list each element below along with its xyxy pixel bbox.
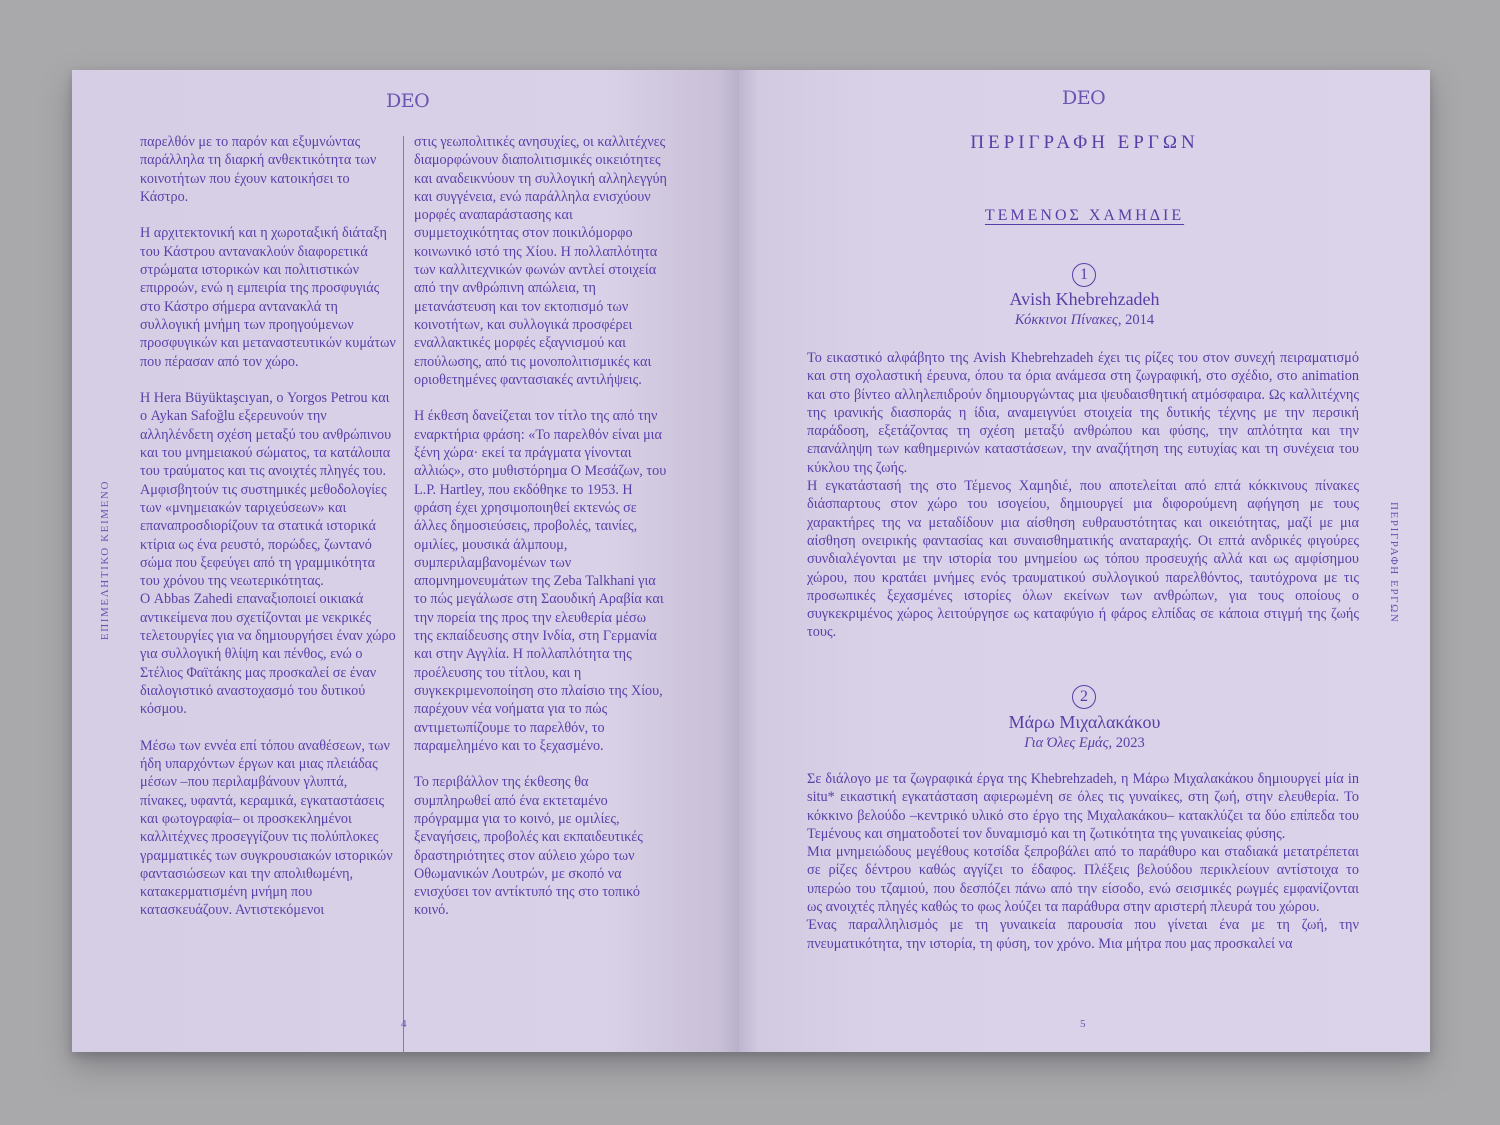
- work-title: [739, 312, 1430, 329]
- magazine-spread: [72, 70, 1430, 1052]
- paragraph: Το περιβάλλον της έκθεσης θα συμπληρωθεί από ένα εκτεταμένο πρόγραμμα για το κοινό, με ομιλίες, ξεναγήσεις, προβολές και εκπαιδευτικές δραστηριότητες στον αύλειο χώρο των Οθωμανικών Λουτρών, με σκοπό να ενισχύσει τον αντίκτυπό της στο τοπικό κοινό.: [414, 774, 643, 919]
- column-divider: [403, 136, 404, 1058]
- work-description: [807, 349, 1359, 642]
- work-title-text: Για Όλες Εμάς: [1024, 735, 1109, 751]
- paragraph: Η εγκατάστασή της στο Τέμενος Χαμηδιέ, που αποτελείται από επτά κόκκινους πίνακες διάσπαρτους στον χώρο του ισογείου, δημιουργεί μια διφορούμενη αφήγηση με τους χαρακτήρες της να μεταδίδουν μια αίσθηση ευθραυστότητας και οικειότητας, μαζί με μια αίσθηση ονειρικής φαντασίας και συναισθηματικής αναταραχής. Οι επτά ανδρικές φιγούρες συνδιαλέγονται με την ιστορία του μνημείου ως τόπου προσευχής αλλά και ως αμφίσημου χώρου, που κρατάει μνήμες ενός τραυματικού συλλογικού παρελθόντος, ταυτόχρονα με τις προσωπικές ξεχασμένες ιστορίες όλων εκείνων των ανθρώπων, για τους οποίους ο συγκεκριμένος χώρος λειτούργησε ως καταφύγιο ή φάρος ελπίδας σε κάποια στιγμή της ζωής τους.: [807, 478, 1359, 641]
- paragraph: Σε διάλογο με τα ζωγραφικά έργα της Khebrehzadeh, η Μάρω Μιχαλακάκου δημιουργεί μία in situ* εικαστική εγκατάσταση αφιερωμένη σε όλες τις γυναίκες, στη ζωή, στην ελευθερία. Το κόκκινο βελούδο –κεντρικό υλικό στο έργο της Μιχαλακάκου– κατακλύζει τα δύο επίπεδα του Τεμένους και σηματοδοτεί τον δυναμισμό και τη ζωτικότητα της γυναικείας φύσης.: [807, 771, 1359, 842]
- work-number-badge: 2: [1072, 685, 1096, 709]
- section-title: ΠΕΡΙΓΡΑΦΗ ΕΡΓΩΝ: [970, 132, 1199, 153]
- work-year: , 2023: [1108, 735, 1145, 751]
- paragraph: Μέσω των εννέα επί τόπου αναθέσεων, των ήδη υπαρχόντων έργων και μιας πλειάδας μέσων –που περιλαμβάνουν γλυπτά, πίνακες, υφαντά, κεραμικά, εγκαταστάσεις και φωτογραφία– οι προσκεκλημένοι καλλιτέχνες προσεγγίζουν τις πολύπλοκες γραμματικές των συγκρουσιακών ιστορικών φαντασιώσεων και την απολιθωμένη, κατακερματισμένη μνήμη που κατασκευάζουν. Αντιστεκόμενοι: [140, 737, 393, 919]
- artist-name: Avish Khebrehzadeh: [1009, 289, 1160, 309]
- subsection-title: [739, 207, 1430, 225]
- page-number: 4: [401, 1018, 407, 1030]
- subsection-title-text: ΤΕΜΕΝΟΣ ΧΑΜΗΔΙΕ: [984, 207, 1185, 224]
- work-title-text: Κόκκινοι Πίνακες: [1014, 312, 1118, 328]
- page-number: 5: [1080, 1018, 1086, 1030]
- work-number-badge: 1: [1072, 263, 1096, 287]
- right-side-label: ΠΕΡΙΓΡΑΦΗ ΕΡΓΩΝ: [1388, 502, 1400, 624]
- paragraph: Ένας παραλληλισμός με τη γυναικεία παρουσία που γίνεται ένα με τη ζωή, την πνευματικότητα, την ιστορία, τη φύση, τον χρόνο. Μια μήτρα που μας προσκαλεί να: [807, 917, 1359, 952]
- deo-logo: DEO: [386, 90, 430, 112]
- left-side-label: ΕΠΙΜΕΛΗΤΙΚΟ ΚΕΙΜΕΝΟ: [99, 480, 111, 641]
- paragraph: Ο Abbas Zahedi επαναξιοποιεί οικιακά αντικείμενα που σχετίζονται με νεκρικές τελετουργίες για να δημιουργήσει έναν χώρο για συλλογική θλίψη και πένθος, ενώ ο Στέλιος Φαϊτάκης μας προσκαλεί σε έναν διαλογιστικό αναστοχασμό του δυτικού κόσμου.: [140, 591, 396, 718]
- left-page: [72, 70, 739, 1052]
- left-column-2: [414, 133, 668, 920]
- paragraph: στις γεωπολιτικές ανησυχίες, οι καλλιτέχνες διαμορφώνουν διαπολιτισμικές οικειότητες και αναδεικνύουν τη συλλογική αλληλεγγύη και συγγένεια, ενώ παράλληλα ενισχύουν μορφές αναπαράστασης και συμμετοχικότητας στον ποικιλόμορφο κοινωνικό ιστό της Χίου. Η πολλαπλότητα των καλλιτεχνικών φωνών αντλεί στοιχεία από την ανθρώπινη απώλεια, τη μετανάστευση και τον εκτοπισμό των κοινοτήτων, και συλλογικά προσφέρει εναλλακτικές μορφές εξαγνισμού και επούλωσης, από τις μονοπολιτισμικές και οριοθετημένες φαντασιακές αντιλήψεις.: [414, 134, 667, 388]
- paragraph: Η έκθεση δανείζεται τον τίτλο της από την εναρκτήρια φράση: «Το παρελθόν είναι μια ξένη χώρα· εκεί τα πράγματα γίνονται αλλιώς», στο μυθιστόρημα Ο Μεσάζων, του L.P. Hartley, που εκδόθηκε το 1953. Η φράση έχει χρησιμοποιηθεί εκτενώς σε άλλες δημοσιεύσεις, προβολές, ταινίες, ομιλίες, μουσικά άλμπουμ, συμπεριλαμβανομένων των απομνημονευμάτων της Zeba Talkhani για το πώς μεγάλωσε στη Σαουδική Αραβία και την πορεία της προς την ελευθερία μέσω της εκπαίδευσης στην Ινδία, στη Γερμανία και στην Αγγλία. Η πολλαπλότητα της προέλευσης του τίτλου, και η συγκεκριμενοποίηση στο πλαίσιο της Χίου, παρέχουν νέα νοήματα για το πώς αντιμετωπίζουμε το παρελθόν, το παραμελημένο και το ξεχασμένο.: [414, 408, 667, 754]
- paragraph: Η Hera Büyüktaşcıyan, ο Yorgos Petrou και ο Aykan Safoğlu εξερευνούν την αλληλένδετη σχέση μεταξύ του ανθρώπινου και του μνημειακού σώματος, τα κατάλοιπα του τραύματος και τις ανοιχτές πληγές του. Αμφισβητούν τις συστημικές μεθοδολογίες των «μνημειακών ταριχεύσεων» και επαναπροσδιορίζουν τα στατικά ιστορικά κτίρια ως ένα ρευστό, πορώδες, ζωντανό σώμα που ξεφεύγει από τη γραμμικότητα του χρόνου της νεωτερικότητας.: [140, 390, 392, 590]
- work-description: [807, 770, 1359, 953]
- left-column-1: [140, 133, 397, 920]
- artist-name: Μάρω Μιχαλακάκου: [1008, 712, 1161, 732]
- right-page: [739, 70, 1430, 1052]
- work-year: , 2014: [1117, 312, 1155, 328]
- paragraph: παρελθόν με το παρόν και εξυμνώντας παράλληλα τη διαρκή ανθεκτικότητα των κοινοτήτων που έχουν κατοικήσει το Κάστρο.: [140, 134, 377, 205]
- paragraph: Η αρχιτεκτονική και η χωροταξική διάταξη του Κάστρου αντανακλούν διαφορετικά στρώματα ιστορικών και πολιτιστικών επιρροών, ενώ η εμπειρία της προσφυγιάς στο Κάστρο σήμερα αντανακλά τη συλλογική μνήμη των προηγούμενων προσφυγικών και μεταναστευτικών κυμάτων που πέρασαν από τον χώρο.: [140, 225, 396, 370]
- paragraph: Το εικαστικό αλφάβητο της Avish Khebrehzadeh έχει τις ρίζες του στον συνεχή πειραματισμό και στη σχολαστική έρευνα, όπου τα όρια ανάμεσα στη ζωγραφική, στο σχέδιο, στο animation και στο βίντεο αλληλεπιδρούν δημιουργώντας μια ψευδαισθητική ατμόσφαιρα. Ως καλλιτέχνης της ιρανικής διασποράς η ίδια, αναμειγνύει στοιχεία της δυτικής τέχνης με την περσική παράδοση, εξετάζοντας τη σχέση μεταξύ ανθρώπου και φύσης, την απλότητα και την επανάληψη των καθημερινών καταστάσεων, την αναζήτηση της ευτυχίας και τη συνέχεια του κύκλου της ζωής.: [807, 350, 1359, 476]
- work-title: [739, 735, 1430, 752]
- paragraph: Μια μνημειώδους μεγέθους κοτσίδα ξεπροβάλει από το παράθυρο και σταδιακά μετατρέπεται σε ρίζες δέντρου καθώς αγγίζει το έδαφος. Πλέξεις βελούδου περικλείουν αντίστοιχα το υπερώο του τζαμιού, που δεσπόζει πάνω από την είσοδο, ενώ σεισμικές ρωγμές εμφανίζονται ως ανοιχτές πληγές καθώς το φως λούζει τα παράθυρα στην αριστερή πλευρά του χώρου.: [807, 844, 1359, 916]
- deo-logo: DEO: [1062, 87, 1106, 109]
